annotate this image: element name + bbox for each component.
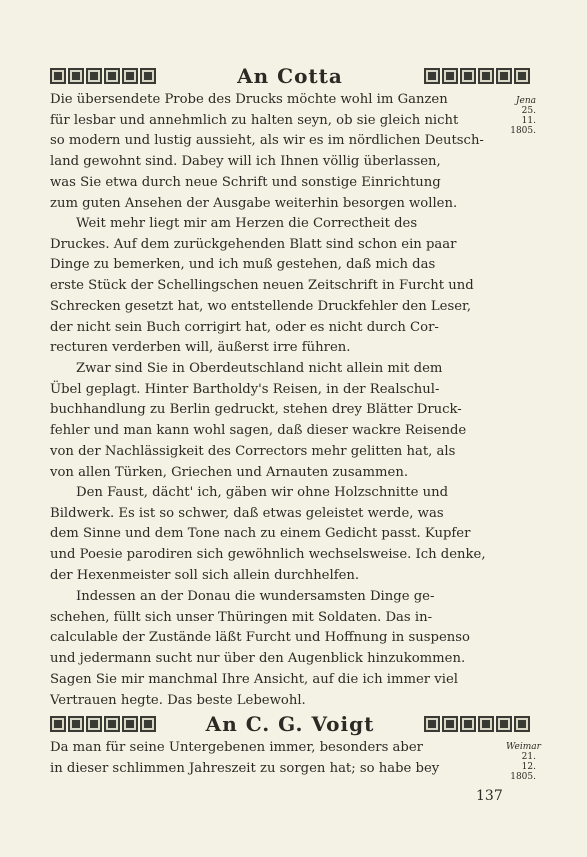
ornament-left [50,716,156,732]
margin-year: 1805. [510,772,536,782]
paragraph: Indessen an der Donau die wundersamsten Dinge ge- schehen, füllt sich unser Thüringen mit Soldaten. Das in- calculable der Zustände läßt Furcht und Hoffnung in suspenso und jedermann sucht nur über den Augenblick hinzukommen. Sagen Sie mir manchmal Ihre Ansicht, auf die ich immer viel Vertrauen hegte. Das beste Lebewohl. [50,589,470,708]
paragraph: Da man für seine Untergebenen immer, besonders aber in dieser schlimmen Jahreszeit zu sorgen hat; so habe bey [50,740,440,776]
margin-place: Jena [515,96,536,106]
ornament-left [50,68,156,84]
letter-heading-voigt [50,712,530,736]
paragraph: Zwar sind Sie in Oberdeutschland nicht allein mit dem Übel geplagt. Hinter Bartholdy's Reisen, in der Realschul- buchhandlung zu Berlin gedruckt, stehen drey Blätter Druck- fehler und man kann wohl sagen, daß dieser wackre Reisende von der Nachlässigkeit des Correctors mehr gelitten hat, als von allen Türken, Griechen und Arnauten zusammen. [50,361,467,480]
ornament-right [424,68,530,84]
page-number: 137 [476,788,503,804]
margin-year: 1805. [510,126,536,136]
paragraph: Weit mehr liegt mir am Herzen die Correctheit des Druckes. Auf dem zurückgehenden Blatt sind schon ein paar Dinge zu bemerken, und ich muß gestehen, daß mich das erste Stück der Schellingschen neuen Zeitschrift in Furcht und Schrecken gesetzt hat, wo entstellende Druckfehler den Leser, der nicht sein Buch corrigirt hat, oder es nicht durch Cor- recturen verderben will, äußerst irre führen. [50,216,474,356]
paragraph: Den Faust, dächt' ich, gäben wir ohne Holzschnitte und Bildwerk. Es ist so schwer, daß etwas geleistet werde, was dem Sinne und dem Tone nach zu einem Gedicht passt. Kupfer und Poesie parodiren sich gewöhnlich wechselsweise. Ich denke, der Hexenmeister soll sich allein durchhelfen. [50,485,486,583]
margin-place: Weimar [506,742,541,752]
margin-date: 25. 11. [521,106,536,126]
ornament-right [424,716,530,732]
paragraph: Die übersendete Probe des Drucks möchte wohl im Ganzen für lesbar und annehmlich zu halten seyn, ob sie gleich nicht so modern und lustig aussieht, als wir es im nördlichen Deutsch- land gewohnt sind. Dabey will ich Ihnen völlig überlassen, was Sie etwa durch neue Schrift und sonstige Einrichtung zum guten Ansehen der Ausgabe weiterhin besorgen wollen. [50,92,484,211]
margin-note-place-date [506,96,536,136]
heading-title: An C. G. Voigt [205,712,375,736]
letter-heading-cotta [50,64,530,88]
heading-title: An Cotta [237,64,343,88]
margin-date: 21. 12. [521,752,536,772]
margin-note-place-date [506,742,541,782]
